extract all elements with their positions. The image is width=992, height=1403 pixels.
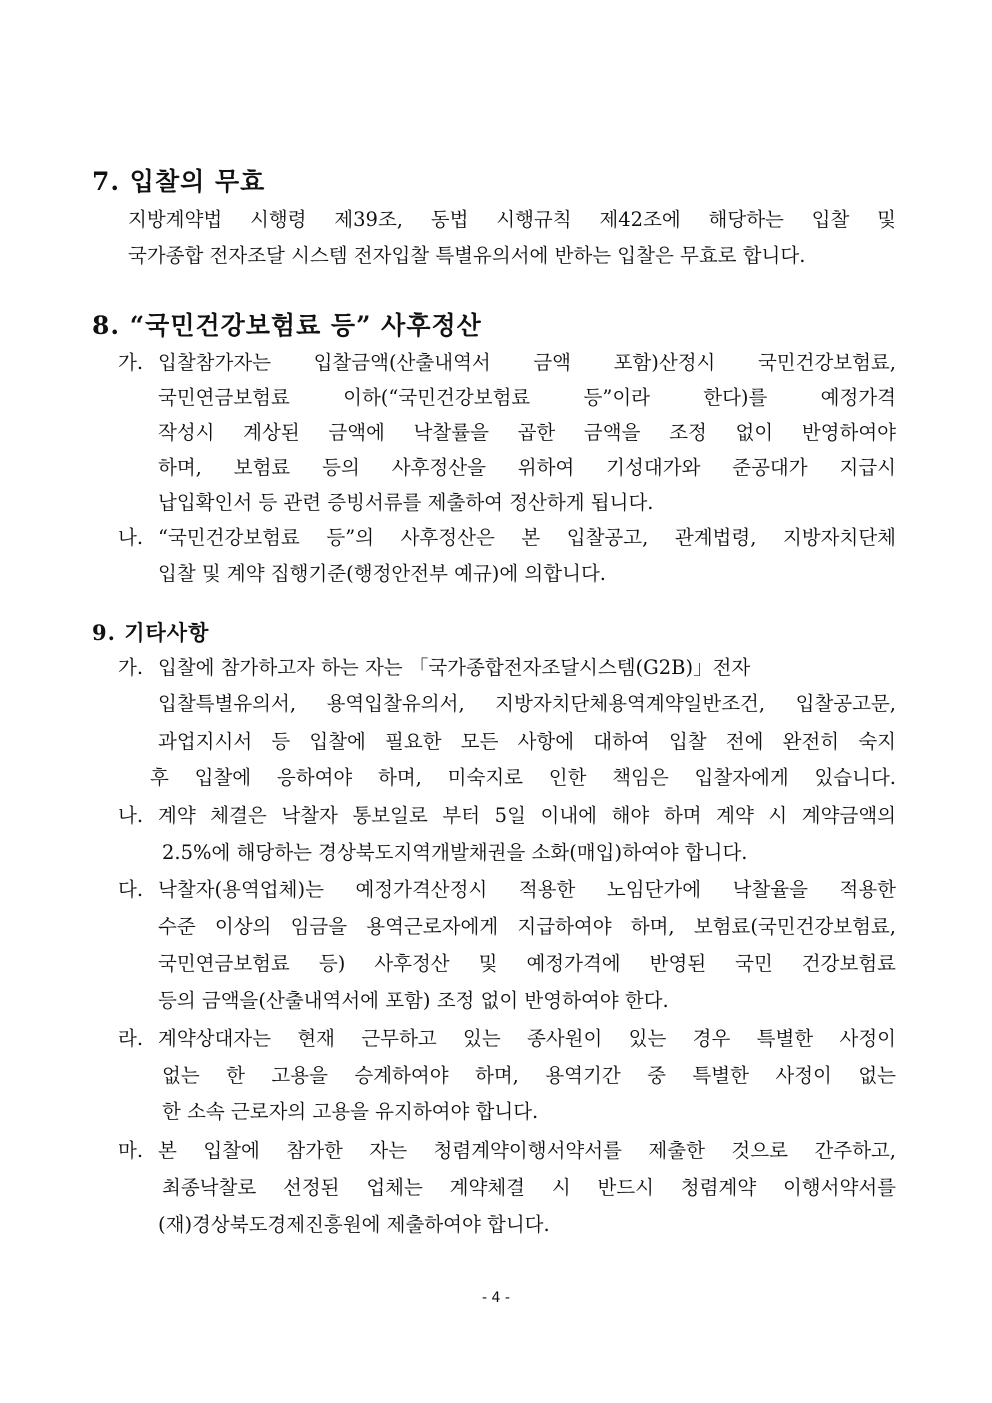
section-7-title: 7. 입찰의 무효 — [92, 167, 266, 196]
section-8-title: 8. “국민건강보험료 등” 사후정산 — [92, 311, 482, 340]
section-8-item-ga-line-3: 작성시 계상된 금액에 낙찰률을 곱한 금액을 조정 없이 반영하여야 — [158, 421, 897, 444]
section-7-line-1: 지방계약법 시행령 제39조, 동법 시행규칙 제42조에 해당하는 입찰 및 — [128, 208, 896, 231]
section-7-line-2: 국가종합 전자조달 시스템 전자입찰 특별유의서에 반하는 입찰은 무효로 합니다. — [128, 244, 806, 267]
section-8-item-na-label: 나. — [118, 526, 144, 549]
section-8-item-na-line-2: 입찰 및 계약 집행기준(행정안전부 예규)에 의합니다. — [158, 562, 606, 585]
section-8-item-ga-line-4: 하며, 보험료 등의 사후정산을 위하여 기성대가와 준공대가 지급시 — [158, 456, 896, 479]
page-number: - 4 - — [482, 1290, 510, 1306]
section-9-item-da-line-4: 등의 금액을(산출내역서에 포함) 조정 없이 반영하여야 한다. — [158, 989, 669, 1012]
section-9-title: 9. 기타사항 — [92, 620, 210, 645]
section-9-item-ra-label: 라. — [118, 1027, 144, 1050]
section-9-item-ga-line-3: 과업지시서 등 입찰에 필요한 모든 사항에 대하여 입찰 전에 완전히 숙지 — [158, 730, 896, 753]
section-9-item-ra-line-2: 없는 한 고용을 승계하여야 하며, 용역기간 중 특별한 사정이 없는 — [162, 1064, 896, 1087]
section-9-item-ga-label: 가. — [118, 656, 144, 679]
section-8-item-ga-line-1: 입찰참가자는 입찰금액(산출내역서 금액 포함)산정시 국민건강보험료, — [158, 351, 896, 374]
section-9-item-ra-line-3: 한 소속 근로자의 고용을 유지하여야 합니다. — [162, 1100, 539, 1123]
section-8-item-ga-line-5: 납입확인서 등 관련 증빙서류를 제출하여 정산하게 됩니다. — [158, 491, 654, 514]
section-9-item-ga-line-2: 입찰특별유의서, 용역입찰유의서, 지방자치단체용역계약일반조건, 입찰공고문, — [158, 692, 896, 715]
section-9-item-da-line-3: 국민연금보험료 등) 사후정산 및 예정가격에 반영된 국민 건강보험료 — [158, 952, 896, 975]
section-8-item-na-line-1: “국민건강보험료 등”의 사후정산은 본 입찰공고, 관계법령, 지방자치단체 — [158, 526, 896, 549]
section-9-item-na-label: 나. — [118, 804, 144, 827]
section-9-item-ma-label: 마. — [118, 1139, 144, 1162]
section-9-item-da-label: 다. — [118, 878, 144, 901]
section-8-item-ga-label: 가. — [118, 351, 144, 374]
section-9-item-ga-line-1: 입찰에 참가하고자 하는 자는 「국가종합전자조달시스템(G2B)」전자 — [158, 656, 751, 679]
section-9-item-ma-line-2: 최종낙찰로 선정된 업체는 계약체결 시 반드시 청렴계약 이행서약서를 — [162, 1176, 896, 1199]
section-9-item-da-line-2: 수준 이상의 임금을 용역근로자에게 지급하여야 하며, 보험료(국민건강보험료, — [158, 915, 896, 938]
section-9-item-ga-line-4: 후 입찰에 응하여야 하며, 미숙지로 인한 책임은 입찰자에게 있습니다. — [150, 766, 896, 789]
section-9-item-ma-line-3: (재)경상북도경제진흥원에 제출하여야 합니다. — [158, 1213, 550, 1236]
section-9-item-ma-line-1: 본 입찰에 참가한 자는 청렴계약이행서약서를 제출한 것으로 간주하고, — [158, 1139, 896, 1162]
section-9-item-ra-line-1: 계약상대자는 현재 근무하고 있는 종사원이 있는 경우 특별한 사정이 — [158, 1027, 896, 1050]
section-9-item-da-line-1: 낙찰자(용역업체)는 예정가격산정시 적용한 노임단가에 낙찰율을 적용한 — [158, 878, 896, 901]
section-9-item-na-line-1: 계약 체결은 낙찰자 통보일로 부터 5일 이내에 해야 하며 계약 시 계약금액의 — [158, 804, 896, 827]
section-9-item-na-line-2: 2.5%에 해당하는 경상북도지역개발채권을 소화(매입)하여야 합니다. — [162, 841, 748, 864]
section-8-item-ga-line-2: 국민연금보험료 이하(“국민건강보험료 등”이라 한다)를 예정가격 — [158, 386, 896, 409]
